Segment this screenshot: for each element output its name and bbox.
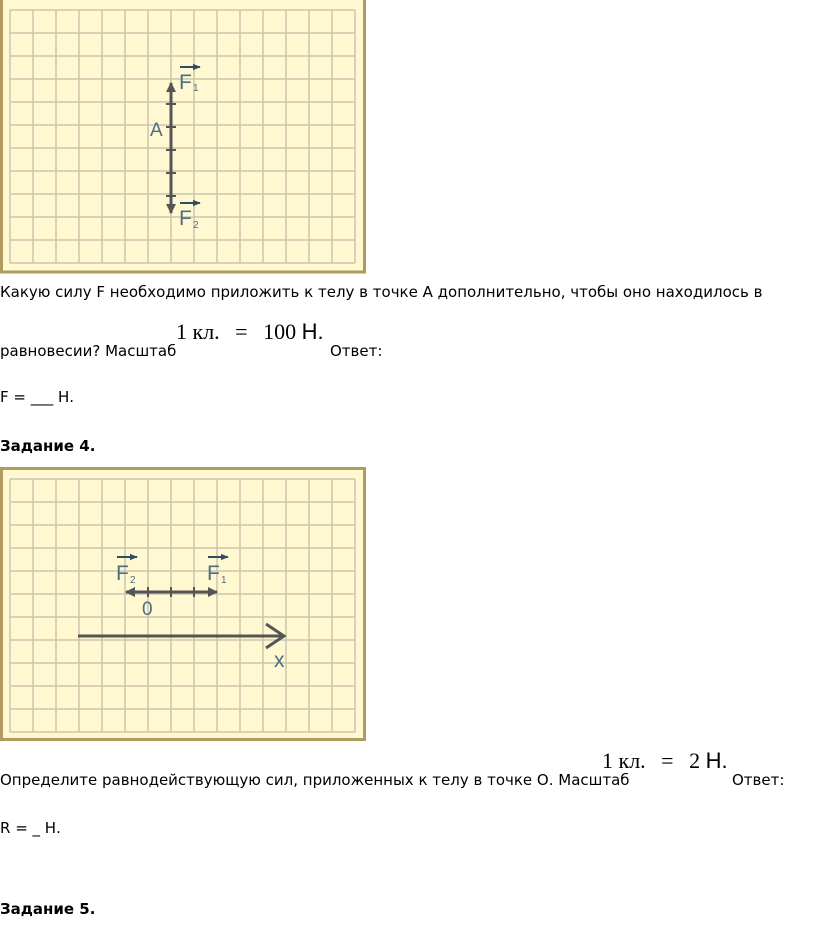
question-3-line-1: Какую силу F необходимо приложить к телу в точке А дополнительно, чтобы оно находилось в <box>0 283 763 301</box>
force-f1-subscript: 1 <box>221 575 227 586</box>
figure-1-grid <box>0 0 366 274</box>
force-f2-subscript: 2 <box>193 220 199 231</box>
task-4-title: Задание 4. <box>0 437 96 455</box>
scale-unit: Н. <box>301 319 324 344</box>
scale-formula-2 <box>602 748 728 774</box>
scale-unit: Н. <box>705 748 728 773</box>
task-5-title: Задание 5. <box>0 900 96 918</box>
force-f1-subscript: 1 <box>193 83 199 94</box>
question-4-text: Определите равнодействующую сил, приложенных к телу в точке О. Масштаб <box>0 771 630 789</box>
scale-cells: 1 кл. <box>176 319 220 344</box>
force-f1-letter: F <box>179 71 192 94</box>
figure-2-grid <box>0 467 366 741</box>
answer-line-3: F = ___ Н. <box>0 388 75 406</box>
question-3-line-2: равновесии? Масштаб <box>0 342 177 360</box>
answer-label-3: Ответ: <box>330 342 383 360</box>
force-f1-letter: F <box>207 562 220 585</box>
scale-formula-1 <box>176 319 324 345</box>
answer-label-4: Ответ: <box>732 771 785 789</box>
scale-equals: = <box>235 319 248 344</box>
force-f2-subscript: 2 <box>130 575 136 586</box>
x-axis-label: x <box>274 649 285 672</box>
scale-cells: 1 кл. <box>602 748 646 773</box>
force-f2-letter: F <box>179 207 192 230</box>
point-a-label: A <box>150 120 163 141</box>
scale-equals: = <box>661 748 674 773</box>
force-f2-letter: F <box>116 562 129 585</box>
answer-line-4: R = _ Н. <box>0 819 61 837</box>
scale-value: 100 <box>263 319 297 344</box>
origin-label: 0 <box>142 599 153 620</box>
scale-value: 2 <box>689 748 701 773</box>
